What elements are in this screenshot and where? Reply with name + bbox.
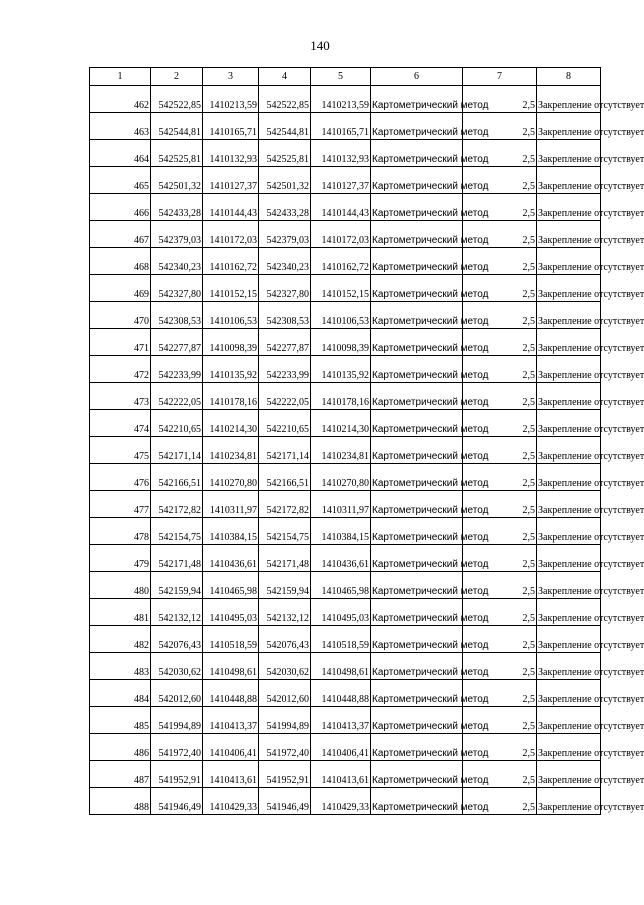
y-coordinate-cell: 1410162,72 [311,248,371,275]
y-coordinate-cell: 1410144,43 [311,194,371,221]
x-coordinate-cell: 542030,62 [151,653,203,680]
accuracy-cell: 2,5 [463,518,537,545]
y-coordinate-cell: 1410413,37 [203,707,259,734]
y-coordinate-cell: 1410165,71 [311,113,371,140]
x-coordinate-cell: 541946,49 [259,788,311,815]
accuracy-cell: 2,5 [463,464,537,491]
method-cell: Картометрический метод [371,653,463,680]
x-coordinate-cell: 542171,14 [259,437,311,464]
y-coordinate-cell: 1410406,41 [311,734,371,761]
x-coordinate-cell: 542340,23 [259,248,311,275]
fixation-cell: Закрепление отсутствует [537,572,601,599]
point-number-cell: 486 [90,734,151,761]
x-coordinate-cell: 542277,87 [259,329,311,356]
x-coordinate-cell: 542171,14 [151,437,203,464]
method-cell: Картометрический метод [371,788,463,815]
y-coordinate-cell: 1410498,61 [311,653,371,680]
x-coordinate-cell: 542433,28 [259,194,311,221]
x-coordinate-cell: 541994,89 [151,707,203,734]
fixation-cell: Закрепление отсутствует [537,275,601,302]
x-coordinate-cell: 542327,80 [151,275,203,302]
accuracy-cell: 2,5 [463,572,537,599]
point-number-cell: 469 [90,275,151,302]
point-number-cell: 462 [90,86,151,113]
fixation-cell: Закрепление отсутствует [537,221,601,248]
method-cell: Картометрический метод [371,572,463,599]
y-coordinate-cell: 1410178,16 [203,383,259,410]
accuracy-cell: 2,5 [463,653,537,680]
table-row [90,221,601,248]
table-header-row [90,68,601,86]
column-header: 7 [463,68,537,86]
point-number-cell: 470 [90,302,151,329]
x-coordinate-cell: 542172,82 [259,491,311,518]
table-row [90,518,601,545]
x-coordinate-cell: 542171,48 [151,545,203,572]
x-coordinate-cell: 542522,85 [151,86,203,113]
x-coordinate-cell: 542233,99 [259,356,311,383]
x-coordinate-cell: 542166,51 [151,464,203,491]
column-header: 1 [90,68,151,86]
accuracy-cell: 2,5 [463,275,537,302]
x-coordinate-cell: 542172,82 [151,491,203,518]
table-row [90,734,601,761]
x-coordinate-cell: 542132,12 [151,599,203,626]
x-coordinate-cell: 542327,80 [259,275,311,302]
fixation-cell: Закрепление отсутствует [537,140,601,167]
x-coordinate-cell: 542159,94 [151,572,203,599]
y-coordinate-cell: 1410098,39 [203,329,259,356]
x-coordinate-cell: 542012,60 [259,680,311,707]
point-number-cell: 465 [90,167,151,194]
accuracy-cell: 2,5 [463,221,537,248]
method-cell: Картометрический метод [371,248,463,275]
accuracy-cell: 2,5 [463,410,537,437]
y-coordinate-cell: 1410495,03 [311,599,371,626]
column-header: 2 [151,68,203,86]
y-coordinate-cell: 1410127,37 [203,167,259,194]
table-row [90,707,601,734]
y-coordinate-cell: 1410214,30 [311,410,371,437]
y-coordinate-cell: 1410413,61 [203,761,259,788]
y-coordinate-cell: 1410172,03 [311,221,371,248]
point-number-cell: 473 [90,383,151,410]
x-coordinate-cell: 542522,85 [259,86,311,113]
column-header: 8 [537,68,601,86]
point-number-cell: 467 [90,221,151,248]
y-coordinate-cell: 1410213,59 [311,86,371,113]
fixation-cell: Закрепление отсутствует [537,491,601,518]
fixation-cell: Закрепление отсутствует [537,734,601,761]
table-row [90,248,601,275]
x-coordinate-cell: 542076,43 [151,626,203,653]
point-number-cell: 484 [90,680,151,707]
method-cell: Картометрический метод [371,518,463,545]
y-coordinate-cell: 1410106,53 [311,302,371,329]
table-row [90,680,601,707]
point-number-cell: 463 [90,113,151,140]
method-cell: Картометрический метод [371,761,463,788]
x-coordinate-cell: 541972,40 [259,734,311,761]
y-coordinate-cell: 1410495,03 [203,599,259,626]
table-row [90,302,601,329]
method-cell: Картометрический метод [371,545,463,572]
table-row [90,437,601,464]
column-header: 6 [371,68,463,86]
method-cell: Картометрический метод [371,302,463,329]
y-coordinate-cell: 1410213,59 [203,86,259,113]
fixation-cell: Закрепление отсутствует [537,383,601,410]
table-row [90,464,601,491]
x-coordinate-cell: 541972,40 [151,734,203,761]
y-coordinate-cell: 1410098,39 [311,329,371,356]
y-coordinate-cell: 1410132,93 [311,140,371,167]
accuracy-cell: 2,5 [463,707,537,734]
x-coordinate-cell: 542132,12 [259,599,311,626]
accuracy-cell: 2,5 [463,113,537,140]
table-row [90,356,601,383]
point-number-cell: 472 [90,356,151,383]
y-coordinate-cell: 1410135,92 [203,356,259,383]
x-coordinate-cell: 542501,32 [259,167,311,194]
accuracy-cell: 2,5 [463,491,537,518]
x-coordinate-cell: 542166,51 [259,464,311,491]
y-coordinate-cell: 1410518,59 [203,626,259,653]
point-number-cell: 478 [90,518,151,545]
method-cell: Картометрический метод [371,383,463,410]
y-coordinate-cell: 1410448,88 [203,680,259,707]
method-cell: Картометрический метод [371,464,463,491]
accuracy-cell: 2,5 [463,680,537,707]
table-row [90,788,601,815]
y-coordinate-cell: 1410135,92 [311,356,371,383]
method-cell: Картометрический метод [371,113,463,140]
point-number-cell: 487 [90,761,151,788]
y-coordinate-cell: 1410132,93 [203,140,259,167]
accuracy-cell: 2,5 [463,437,537,464]
point-number-cell: 485 [90,707,151,734]
fixation-cell: Закрепление отсутствует [537,464,601,491]
table-row [90,167,601,194]
accuracy-cell: 2,5 [463,140,537,167]
fixation-cell: Закрепление отсутствует [537,545,601,572]
x-coordinate-cell: 542030,62 [259,653,311,680]
page-number: 140 [310,38,330,53]
table-row [90,275,601,302]
accuracy-cell: 2,5 [463,194,537,221]
y-coordinate-cell: 1410448,88 [311,680,371,707]
table-row [90,572,601,599]
x-coordinate-cell: 542222,05 [151,383,203,410]
y-coordinate-cell: 1410413,37 [311,707,371,734]
point-number-cell: 477 [90,491,151,518]
y-coordinate-cell: 1410234,81 [203,437,259,464]
fixation-cell: Закрепление отсутствует [537,113,601,140]
table-row [90,140,601,167]
x-coordinate-cell: 541994,89 [259,707,311,734]
accuracy-cell: 2,5 [463,167,537,194]
point-number-cell: 481 [90,599,151,626]
fixation-cell: Закрепление отсутствует [537,626,601,653]
fixation-cell: Закрепление отсутствует [537,167,601,194]
y-coordinate-cell: 1410384,15 [203,518,259,545]
method-cell: Картометрический метод [371,356,463,383]
point-number-cell: 471 [90,329,151,356]
x-coordinate-cell: 542433,28 [151,194,203,221]
y-coordinate-cell: 1410214,30 [203,410,259,437]
accuracy-cell: 2,5 [463,545,537,572]
point-number-cell: 479 [90,545,151,572]
method-cell: Картометрический метод [371,275,463,302]
point-number-cell: 464 [90,140,151,167]
column-header: 3 [203,68,259,86]
x-coordinate-cell: 542233,99 [151,356,203,383]
fixation-cell: Закрепление отсутствует [537,599,601,626]
fixation-cell: Закрепление отсутствует [537,194,601,221]
method-cell: Картометрический метод [371,707,463,734]
accuracy-cell: 2,5 [463,788,537,815]
y-coordinate-cell: 1410165,71 [203,113,259,140]
table-row [90,329,601,356]
point-number-cell: 488 [90,788,151,815]
y-coordinate-cell: 1410429,33 [311,788,371,815]
y-coordinate-cell: 1410152,15 [203,275,259,302]
fixation-cell: Закрепление отсутствует [537,86,601,113]
x-coordinate-cell: 541946,49 [151,788,203,815]
table-row [90,761,601,788]
fixation-cell: Закрепление отсутствует [537,410,601,437]
x-coordinate-cell: 542340,23 [151,248,203,275]
accuracy-cell: 2,5 [463,329,537,356]
method-cell: Картометрический метод [371,86,463,113]
accuracy-cell: 2,5 [463,248,537,275]
x-coordinate-cell: 542076,43 [259,626,311,653]
x-coordinate-cell: 541952,91 [151,761,203,788]
table-row [90,599,601,626]
x-coordinate-cell: 542379,03 [259,221,311,248]
point-number-cell: 483 [90,653,151,680]
table-row [90,491,601,518]
y-coordinate-cell: 1410384,15 [311,518,371,545]
y-coordinate-cell: 1410311,97 [311,491,371,518]
y-coordinate-cell: 1410436,61 [203,545,259,572]
x-coordinate-cell: 542544,81 [259,113,311,140]
point-number-cell: 466 [90,194,151,221]
method-cell: Картометрический метод [371,410,463,437]
x-coordinate-cell: 542308,53 [151,302,203,329]
x-coordinate-cell: 542159,94 [259,572,311,599]
point-number-cell: 476 [90,464,151,491]
fixation-cell: Закрепление отсутствует [537,518,601,545]
method-cell: Картометрический метод [371,167,463,194]
table-row [90,194,601,221]
x-coordinate-cell: 542277,87 [151,329,203,356]
method-cell: Картометрический метод [371,599,463,626]
table-row [90,545,601,572]
point-number-cell: 482 [90,626,151,653]
y-coordinate-cell: 1410172,03 [203,221,259,248]
y-coordinate-cell: 1410436,61 [311,545,371,572]
table-row [90,383,601,410]
accuracy-cell: 2,5 [463,86,537,113]
y-coordinate-cell: 1410270,80 [203,464,259,491]
fixation-cell: Закрепление отсутствует [537,437,601,464]
method-cell: Картометрический метод [371,491,463,518]
y-coordinate-cell: 1410152,15 [311,275,371,302]
x-coordinate-cell: 542501,32 [151,167,203,194]
x-coordinate-cell: 542308,53 [259,302,311,329]
fixation-cell: Закрепление отсутствует [537,356,601,383]
x-coordinate-cell: 542154,75 [151,518,203,545]
y-coordinate-cell: 1410413,61 [311,761,371,788]
x-coordinate-cell: 542525,81 [259,140,311,167]
point-number-cell: 475 [90,437,151,464]
y-coordinate-cell: 1410465,98 [203,572,259,599]
method-cell: Картометрический метод [371,437,463,464]
y-coordinate-cell: 1410106,53 [203,302,259,329]
method-cell: Картометрический метод [371,221,463,248]
accuracy-cell: 2,5 [463,356,537,383]
x-coordinate-cell: 541952,91 [259,761,311,788]
x-coordinate-cell: 542154,75 [259,518,311,545]
y-coordinate-cell: 1410429,33 [203,788,259,815]
y-coordinate-cell: 1410144,43 [203,194,259,221]
x-coordinate-cell: 542379,03 [151,221,203,248]
fixation-cell: Закрепление отсутствует [537,329,601,356]
x-coordinate-cell: 542544,81 [151,113,203,140]
y-coordinate-cell: 1410465,98 [311,572,371,599]
accuracy-cell: 2,5 [463,599,537,626]
fixation-cell: Закрепление отсутствует [537,653,601,680]
accuracy-cell: 2,5 [463,761,537,788]
y-coordinate-cell: 1410518,59 [311,626,371,653]
y-coordinate-cell: 1410234,81 [311,437,371,464]
x-coordinate-cell: 542012,60 [151,680,203,707]
accuracy-cell: 2,5 [463,626,537,653]
x-coordinate-cell: 542171,48 [259,545,311,572]
y-coordinate-cell: 1410270,80 [311,464,371,491]
x-coordinate-cell: 542525,81 [151,140,203,167]
table-body [90,86,644,815]
table-row [90,86,601,113]
y-coordinate-cell: 1410127,37 [311,167,371,194]
table-row [90,113,601,140]
y-coordinate-cell: 1410498,61 [203,653,259,680]
point-number-cell: 480 [90,572,151,599]
column-header: 4 [259,68,311,86]
x-coordinate-cell: 542210,65 [259,410,311,437]
fixation-cell: Закрепление отсутствует [537,302,601,329]
accuracy-cell: 2,5 [463,734,537,761]
y-coordinate-cell: 1410178,16 [311,383,371,410]
accuracy-cell: 2,5 [463,383,537,410]
fixation-cell: Закрепление отсутствует [537,680,601,707]
y-coordinate-cell: 1410162,72 [203,248,259,275]
x-coordinate-cell: 542222,05 [259,383,311,410]
accuracy-cell: 2,5 [463,302,537,329]
table-row [90,410,601,437]
x-coordinate-cell: 542210,65 [151,410,203,437]
point-number-cell: 468 [90,248,151,275]
method-cell: Картометрический метод [371,626,463,653]
fixation-cell: Закрепление отсутствует [537,788,601,815]
method-cell: Картометрический метод [371,734,463,761]
fixation-cell: Закрепление отсутствует [537,248,601,275]
table-row [90,653,601,680]
y-coordinate-cell: 1410311,97 [203,491,259,518]
method-cell: Картометрический метод [371,140,463,167]
table-row [90,626,601,653]
method-cell: Картометрический метод [371,329,463,356]
column-header: 5 [311,68,371,86]
y-coordinate-cell: 1410406,41 [203,734,259,761]
point-number-cell: 474 [90,410,151,437]
method-cell: Картометрический метод [371,194,463,221]
coordinates-table [89,67,644,815]
fixation-cell: Закрепление отсутствует [537,761,601,788]
method-cell: Картометрический метод [371,680,463,707]
fixation-cell: Закрепление отсутствует [537,707,601,734]
